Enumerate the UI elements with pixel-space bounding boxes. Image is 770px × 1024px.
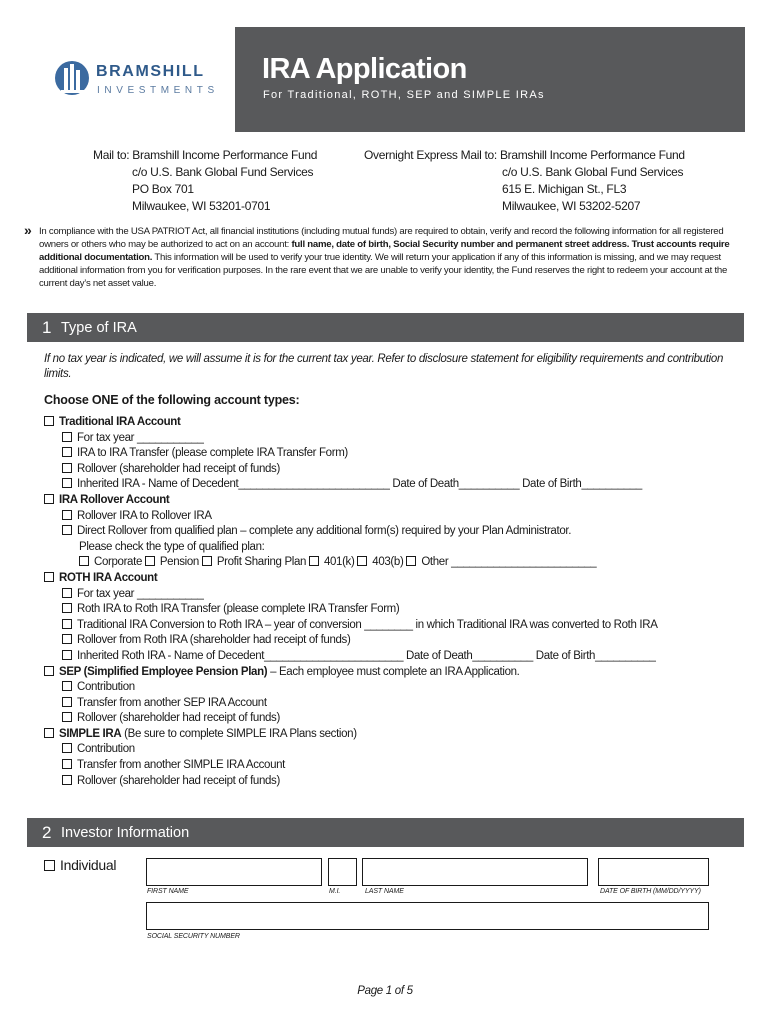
- ira-option-label: IRA Rollover Account: [59, 493, 170, 506]
- ira-option-21[interactable]: [44, 742, 744, 758]
- overnight-line-4: Milwaukee, WI 53202-5207: [502, 199, 641, 213]
- mail-line-3: PO Box 701: [132, 182, 194, 196]
- first-name-field[interactable]: [146, 858, 322, 886]
- checkbox-icon[interactable]: [44, 494, 54, 504]
- ira-option-label: Roth IRA to Roth IRA Transfer (please complete IRA Transfer Form): [77, 603, 400, 616]
- checkbox-icon[interactable]: [44, 666, 54, 676]
- ira-option-17[interactable]: [44, 680, 744, 696]
- compliance-part-1: In compliance with the USA PATRIOT Act, all financial institutions (including mutual funds) are required to obtain, verify and record the following information for all registered owners or others who may be authorized to act on an account:: [39, 226, 724, 250]
- ira-option-4[interactable]: [44, 477, 744, 493]
- sep-note: – Each employee must complete an IRA Application.: [267, 665, 520, 678]
- ira-option-label: For tax year ___________: [77, 587, 204, 600]
- ira-option-11[interactable]: [44, 587, 744, 603]
- ira-option-label: ROTH IRA Account: [59, 571, 158, 584]
- checkbox-icon[interactable]: [62, 603, 72, 613]
- checkbox-icon[interactable]: [62, 712, 72, 722]
- ira-option-16[interactable]: [44, 665, 744, 681]
- ira-option-label: Contribution: [77, 743, 135, 756]
- bramshill-logo: [54, 56, 224, 104]
- section-2-title: Investor Information: [61, 825, 190, 841]
- mail-address: [93, 147, 317, 215]
- section-2-header: [27, 818, 744, 847]
- mail-line-1: Mail to: Bramshill Income Performance Fund: [93, 148, 318, 162]
- qualified-plan-b403: 403(b): [372, 556, 404, 569]
- simple-title: SIMPLE IRA: [59, 727, 122, 740]
- ira-option-22[interactable]: [44, 758, 744, 774]
- page-title: IRA Application: [262, 53, 467, 85]
- ira-option-2[interactable]: [44, 446, 744, 462]
- ira-option-6[interactable]: [44, 509, 744, 525]
- date-of-birth-field[interactable]: [598, 858, 709, 886]
- ira-option-label: Inherited IRA - Name of Decedent_________________________ Date of Death__________ Date of Birth__________: [77, 478, 642, 491]
- checkbox-icon[interactable]: [62, 759, 72, 769]
- compliance-part-2: full name, date of birth, Social Security number and permanent street address. Trust accounts require additional documentation.: [39, 239, 730, 263]
- page-number: Page 1 of 5: [357, 985, 413, 997]
- ira-option-label: Please check the type of qualified plan:: [79, 540, 265, 553]
- building-logo-icon: [54, 56, 92, 104]
- section-2-number: 2: [42, 823, 52, 842]
- ira-option-label: Traditional IRA Conversion to Roth IRA – year of conversion ________ in which Traditional IRA was converted to Roth IRA: [77, 618, 658, 631]
- ira-option-15[interactable]: [44, 649, 744, 665]
- ssn-field[interactable]: [146, 902, 709, 930]
- checkbox-icon[interactable]: [357, 556, 367, 566]
- compliance-text: [24, 222, 744, 290]
- middle-initial-field[interactable]: [328, 858, 357, 886]
- checkbox-icon[interactable]: [62, 588, 72, 598]
- ira-option-label: Inherited Roth IRA - Name of Decedent_______________________ Date of Death__________ Date of Birth__________: [77, 649, 656, 662]
- sep-title: SEP (Simplified Employee Pension Plan): [59, 665, 268, 678]
- compliance-part-3: This information will be used to verify your true identity. We will return your application if any of this information is missing, and we may request additional information from you for verification purposes. In the rare event that we are unable to verify your identity, the Fund reserves the right to redeem your account at the current day’s net asset value.: [39, 252, 728, 289]
- section-1-title: Type of IRA: [61, 320, 137, 336]
- checkbox-icon[interactable]: [62, 619, 72, 629]
- overnight-line-2: c/o U.S. Bank Global Fund Services: [502, 165, 684, 179]
- ira-type-options: [44, 415, 744, 789]
- checkbox-icon[interactable]: [309, 556, 319, 566]
- ira-option-12[interactable]: [44, 602, 744, 618]
- last-name-label: LAST NAME: [365, 888, 404, 895]
- ssn-label: SOCIAL SECURITY NUMBER: [147, 933, 240, 940]
- ira-option-13[interactable]: [44, 618, 744, 634]
- checkbox-icon[interactable]: [62, 463, 72, 473]
- qualified-plan-k401: 401(k): [323, 556, 355, 569]
- tax-year-note: If no tax year is indicated, we will assume it is for the current tax year. Refer to disclosure statement for eligibility requirements and contribution limits.: [44, 353, 724, 380]
- ira-option-label: Traditional IRA Account: [59, 416, 181, 428]
- ira-option-label: Rollover (shareholder had receipt of funds): [77, 774, 280, 787]
- checkbox-icon[interactable]: [62, 447, 72, 457]
- chevron-right-icon: »: [24, 222, 32, 238]
- checkbox-icon[interactable]: [62, 478, 72, 488]
- ira-option-9: [44, 555, 744, 571]
- choose-account-heading: Choose ONE of the following account types:: [44, 393, 300, 407]
- ira-option-14[interactable]: [44, 633, 744, 649]
- checkbox-icon[interactable]: [202, 556, 212, 566]
- page-subtitle: For Traditional, ROTH, SEP and SIMPLE IRAs: [263, 89, 545, 101]
- checkbox-icon[interactable]: [62, 525, 72, 535]
- checkbox-icon[interactable]: [406, 556, 416, 566]
- ira-option-label: Rollover (shareholder had receipt of funds): [77, 712, 280, 725]
- ira-option-0[interactable]: [44, 415, 744, 431]
- checkbox-icon[interactable]: [62, 743, 72, 753]
- ira-option-1[interactable]: [44, 431, 744, 447]
- ira-option-5[interactable]: [44, 493, 744, 509]
- qualified-plan-profit-sharing: Profit Sharing Plan: [216, 556, 307, 569]
- checkbox-icon[interactable]: [79, 556, 89, 566]
- checkbox-icon[interactable]: [62, 681, 72, 691]
- title-banner: [235, 27, 745, 132]
- mi-label: M.I.: [329, 888, 341, 895]
- logo-brand-text: BRAMSHILL: [96, 63, 205, 80]
- checkbox-icon[interactable]: [145, 556, 155, 566]
- ira-option-label: For tax year ___________: [77, 431, 204, 444]
- simple-note: (Be sure to complete SIMPLE IRA Plans section): [121, 727, 357, 740]
- overnight-address: [364, 147, 685, 215]
- ira-option-8: [44, 540, 744, 556]
- checkbox-icon[interactable]: [62, 775, 72, 785]
- checkbox-icon[interactable]: [44, 728, 54, 738]
- ira-option-23[interactable]: [44, 774, 744, 790]
- ira-option-3[interactable]: [44, 462, 744, 478]
- checkbox-icon[interactable]: [62, 432, 72, 442]
- qualified-plan-corporate: Corporate: [94, 556, 142, 569]
- ira-option-7[interactable]: [44, 524, 744, 540]
- ira-option-label: Rollover from Roth IRA (shareholder had receipt of funds): [77, 634, 351, 647]
- ira-option-label: Contribution: [77, 681, 135, 694]
- ira-option-18[interactable]: [44, 696, 744, 712]
- ira-option-label: Rollover (shareholder had receipt of funds): [77, 462, 280, 475]
- mail-line-2: c/o U.S. Bank Global Fund Services: [132, 165, 314, 179]
- section-1-header: [27, 313, 744, 342]
- checkbox-icon[interactable]: [62, 510, 72, 520]
- ira-option-label: IRA to IRA Transfer (please complete IRA Transfer Form): [77, 447, 348, 460]
- logo-sub-text: INVESTMENTS: [97, 85, 219, 96]
- mail-line-4: Milwaukee, WI 53201-0701: [132, 199, 271, 213]
- dob-label: DATE OF BIRTH (MM/DD/YYYY): [600, 888, 701, 895]
- ira-option-label: Direct Rollover from qualified plan – complete any additional form(s) required by your Plan Administrator.: [77, 525, 572, 538]
- qualified-plan-pension: Pension: [159, 556, 199, 569]
- ira-option-label: Rollover IRA to Rollover IRA: [77, 509, 212, 522]
- checkbox-icon[interactable]: [62, 697, 72, 707]
- ira-option-label: Transfer from another SIMPLE IRA Account: [77, 759, 286, 772]
- ira-option-10[interactable]: [44, 571, 744, 587]
- individual-option[interactable]: [44, 857, 116, 873]
- checkbox-icon[interactable]: [44, 416, 54, 426]
- checkbox-icon[interactable]: [44, 572, 54, 582]
- checkbox-icon[interactable]: [44, 860, 55, 871]
- patriot-act-notice: [24, 222, 744, 290]
- ira-option-19[interactable]: [44, 711, 744, 727]
- last-name-field[interactable]: [362, 858, 588, 886]
- overnight-line-1: Overnight Express Mail to: Bramshill Income Performance Fund: [364, 148, 685, 162]
- individual-label: Individual: [60, 857, 117, 873]
- ira-option-label: Transfer from another SEP IRA Account: [77, 696, 267, 709]
- checkbox-icon[interactable]: [62, 650, 72, 660]
- section-1-number: 1: [42, 318, 52, 337]
- checkbox-icon[interactable]: [62, 634, 72, 644]
- first-name-label: FIRST NAME: [147, 888, 189, 895]
- qualified-plan-other: Other ________________________: [421, 556, 597, 569]
- overnight-line-3: 615 E. Michigan St., FL3: [502, 182, 627, 196]
- ira-option-20[interactable]: [44, 727, 744, 743]
